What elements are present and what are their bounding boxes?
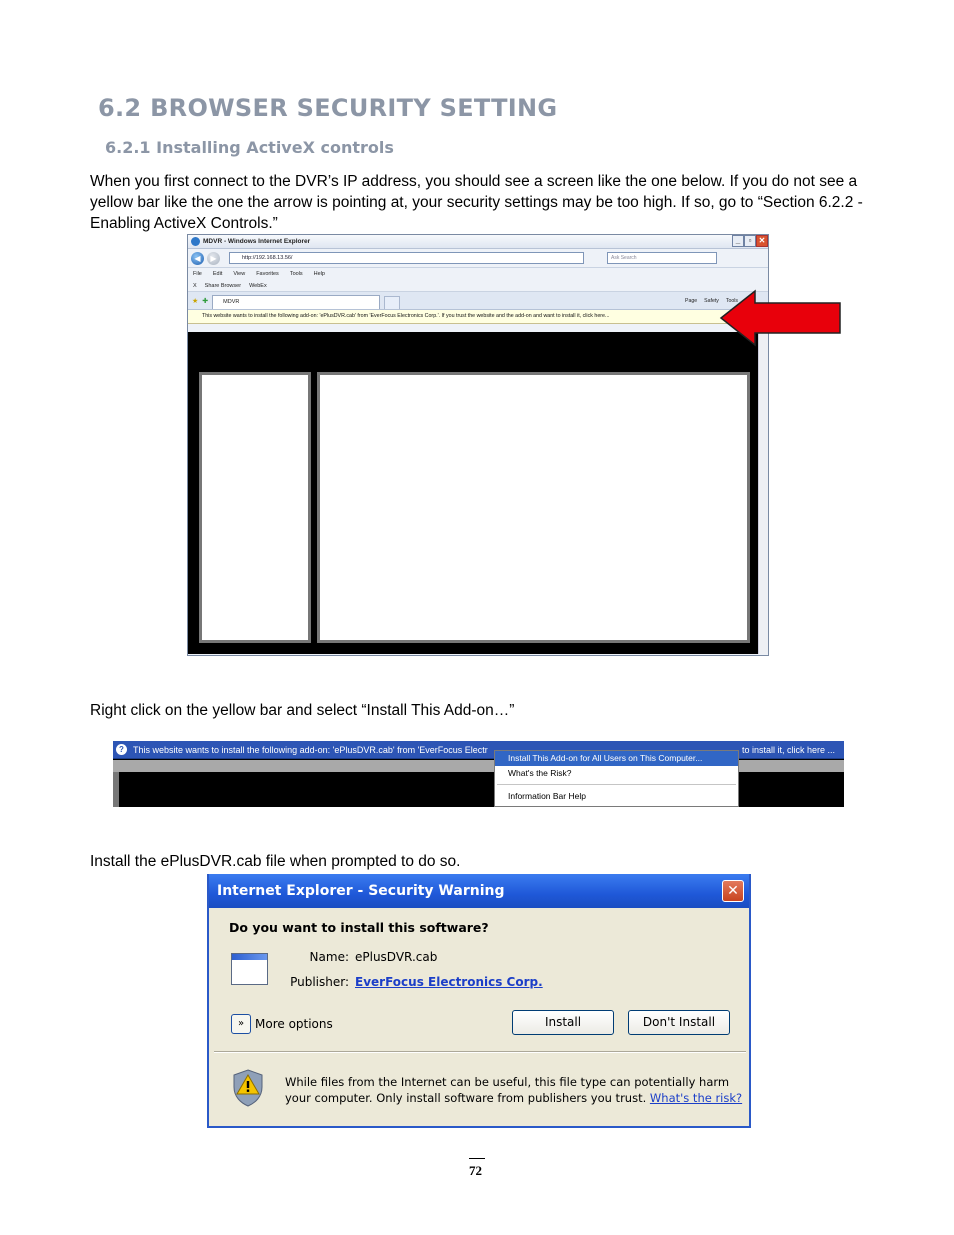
menu-help[interactable]: Help <box>313 271 325 277</box>
dialog-title: Internet Explorer - Security Warning <box>217 883 505 899</box>
menu-file[interactable]: File <box>193 271 202 277</box>
tab-mdvr[interactable]: MDVR <box>212 295 380 309</box>
forward-icon[interactable]: ▶ <box>207 252 220 265</box>
ie-links-bar <box>188 280 768 292</box>
whats-the-risk-link[interactable]: What's the risk? <box>649 1091 743 1105</box>
command-tools[interactable]: Tools <box>725 298 738 304</box>
info-bar-text: This website wants to install the following add-on: 'ePlusDVR.cab' from 'EverFocus Electr <box>133 745 488 755</box>
menu-view[interactable]: View <box>233 271 246 277</box>
dont-install-button[interactable]: Don't Install <box>628 1010 730 1035</box>
warning-text-block <box>285 1074 745 1106</box>
menu-whats-the-risk[interactable]: What's the Risk? <box>508 768 572 778</box>
favorites-star-icon[interactable]: ★ <box>192 298 199 305</box>
links-webex[interactable]: WebEx <box>249 283 267 289</box>
publisher-link[interactable]: EverFocus Electronics Corp. <box>355 975 543 989</box>
context-menu <box>494 750 739 807</box>
warning-shield-icon <box>231 1068 265 1108</box>
name-label: Name: <box>309 950 349 964</box>
ie-window-title: MDVR - Windows Internet Explorer <box>203 238 311 245</box>
close-icon[interactable]: ✕ <box>756 235 768 247</box>
links-share-browser[interactable]: Share Browser <box>204 283 242 289</box>
dialog-close-icon[interactable]: ✕ <box>722 880 744 902</box>
dvr-right-pane <box>317 372 750 643</box>
dvr-page-content <box>188 332 758 654</box>
more-options-label: More options <box>255 1017 333 1031</box>
name-value: ePlusDVR.cab <box>355 950 438 964</box>
warning-text: While files from the Internet can be useful, this file type can potentially harm your computer. Only install software from publishers you trust. <box>285 1075 730 1105</box>
info-question-icon: ? <box>116 744 127 755</box>
dialog-divider <box>214 1051 746 1053</box>
dialog-question: Do you want to install this software? <box>229 920 489 935</box>
expand-chevron-icon[interactable]: » <box>231 1014 251 1034</box>
install-button[interactable]: Install <box>512 1010 614 1035</box>
back-icon[interactable]: ◀ <box>191 252 204 265</box>
application-icon <box>231 953 268 985</box>
command-page[interactable]: Page <box>685 298 698 304</box>
red-arrow-icon <box>719 289 843 347</box>
restore-icon[interactable]: ▫ <box>744 235 756 247</box>
menu-install-addon[interactable]: Install This Add-on for All Users on This Computer... <box>495 751 738 766</box>
page-number-rule <box>469 1158 485 1159</box>
menu-favorites[interactable]: Favorites <box>256 271 279 277</box>
menu-edit[interactable]: Edit <box>212 271 223 277</box>
menu-separator <box>497 784 736 785</box>
new-tab-button[interactable] <box>384 296 400 309</box>
address-input[interactable]: http://192.168.13.56/ <box>229 252 584 264</box>
security-warning-dialog <box>207 874 751 1128</box>
ie-tab-row <box>188 292 768 310</box>
dialog-title-bar <box>209 874 749 908</box>
ie-window-screenshot <box>187 234 769 656</box>
ie-title-bar <box>188 235 768 249</box>
add-favorites-icon[interactable]: ✚ <box>202 298 209 305</box>
ie-logo-icon <box>191 237 200 246</box>
section-heading: 6.2 BROWSER SECURITY SETTING <box>98 94 558 122</box>
menu-tools[interactable]: Tools <box>289 271 303 277</box>
publisher-label: Publisher: <box>290 975 349 989</box>
context-menu-screenshot <box>113 741 844 807</box>
minimize-icon[interactable]: _ <box>732 235 744 247</box>
information-bar[interactable]: This website wants to install the following add-on: 'ePlusDVR.cab' from 'EverFocus Electronics Corp.'. If you trust the website and the add-on and want to install it, click here... <box>188 310 768 324</box>
command-safety[interactable]: Safety <box>704 298 719 304</box>
intro-paragraph: When you first connect to the DVR’s IP address, you should see a screen like the one below. If you do not see a yellow bar like the one the arrow is pointing at, your security settings may be too high. If so, go to “Section 6.2.2 - Enabling ActiveX Controls.” <box>90 173 863 232</box>
more-options[interactable] <box>231 1014 333 1034</box>
subsection-heading: 6.2.1 Installing ActiveX controls <box>105 138 394 157</box>
info-bar-text-end: to install it, click here ... <box>742 745 836 755</box>
search-input[interactable]: Ask Search <box>607 252 717 264</box>
step3-text: Install the ePlusDVR.cab file when prompted to do so. <box>90 853 461 870</box>
dvr-left-pane <box>199 372 311 643</box>
step2-text: Right click on the yellow bar and select “Install This Add-on…” <box>90 702 515 719</box>
page-number: 72 <box>469 1163 482 1178</box>
vertical-scrollbar[interactable] <box>758 332 768 654</box>
ie-address-bar <box>188 249 768 268</box>
page-edge <box>113 772 119 807</box>
ie-menu-bar <box>188 268 768 280</box>
links-close[interactable]: X <box>193 283 197 289</box>
menu-information-bar-help[interactable]: Information Bar Help <box>508 791 586 801</box>
